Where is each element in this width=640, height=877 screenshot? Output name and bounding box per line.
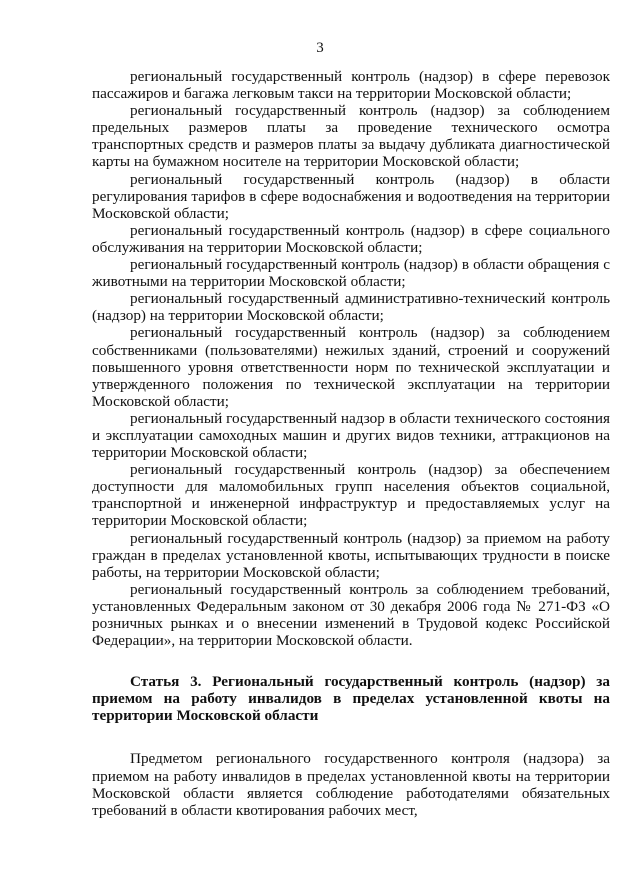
list-item: региональный государственный контроль за соблюдением требований, установленных Федеральным законом от 30 декабря 2006 года № 271-ФЗ «О розничных рынках и о внесении изменений в Трудовой кодекс Российской Федерации», на территории Московской области. xyxy=(92,580,610,650)
list-item: региональный государственный контроль (надзор) за соблюдением предельных размеров платы за проведение технического осмотра транспортных средств и размеров платы за выдачу дубликата диагностической карты на бумажном носителе на территории Московской области; xyxy=(92,102,610,171)
list-item: региональный государственный контроль (надзор) в сфере перевозок пассажиров и багажа легковым такси на территории Московской области; xyxy=(92,68,610,103)
list-item: региональный государственный контроль (надзор) в области регулирования тарифов в сфере водоснабжения и водоотведения на территории Московской области; xyxy=(92,170,610,222)
list-item: региональный государственный надзор в области технического состояния и эксплуатации самоходных машин и других видов техники, аттракционов на территории Московской области; xyxy=(92,409,610,462)
list-item: региональный государственный административно-технический контроль (надзор) на территории Московской области; xyxy=(92,290,610,325)
list-item: региональный государственный контроль (надзор) за соблюдением собственниками (пользователями) нежилых зданий, строений и сооружений повышенного уровня ответственности норм по технической эксплуатации и утвержденного положения по технической эксплуатации на территории Московской области; xyxy=(92,324,610,410)
article-body: Предметом регионального государственного контроля (надзора) за приемом на работу инвалидов в пределах установленной квоты на территории Московской области является соблюдение работодателями обязательных требований в области квотирования рабочих мест, xyxy=(92,750,610,819)
list-item: региональный государственный контроль (надзор) за обеспечением доступности для маломобильных групп населения объектов социальной, транспортной и инженерной инфраструктур и предоставляемых услуг на территории Московской области; xyxy=(92,461,610,530)
list-item: региональный государственный контроль (надзор) в сфере социального обслуживания на территории Московской области; xyxy=(92,221,610,256)
document-body xyxy=(92,68,610,819)
list-item: региональный государственный контроль (надзор) в области обращения с животными на территории Московской области; xyxy=(92,256,610,291)
article-heading: Статья 3. Региональный государственный контроль (надзор) за приемом на работу инвалидов в пределах установленной квоты на территории Московской области xyxy=(92,673,610,725)
list-item: региональный государственный контроль (надзор) за приемом на работу граждан в пределах установленной квоты, испытывающих трудности в поиске работы, на территории Московской области; xyxy=(92,529,610,581)
page-number: 3 xyxy=(316,40,324,56)
